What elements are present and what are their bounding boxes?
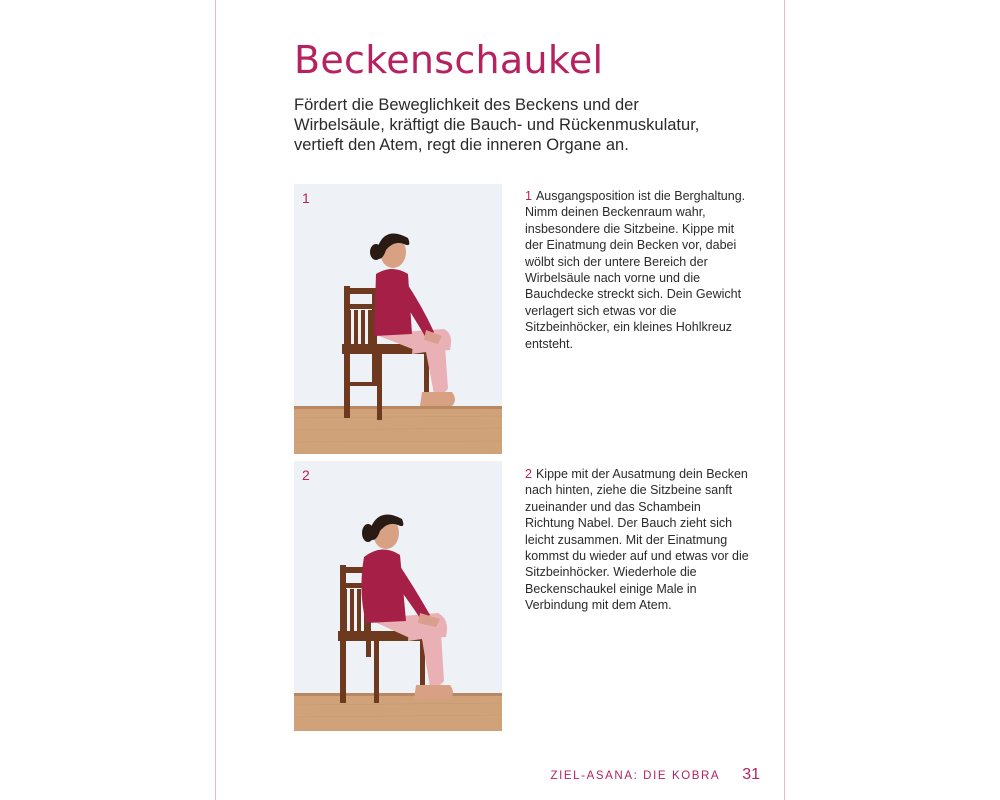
- step-1-number: 1: [525, 189, 532, 203]
- page-footer: [550, 766, 760, 784]
- book-page: [215, 0, 785, 800]
- seated-woman-upright-illustration: [294, 184, 502, 454]
- step-2-description: Kippe mit der Ausatmung dein Becken nach hinten, ziehe die Sitzbeine sanft zueinander und das Schambein Richtung Nabel. Der Bauch zieht sich leicht zusammen. Mit der Einatmung kommst du wieder auf und etwas vor die Sitzbeinhöcker. Wiederhole die Beckenschaukel einige Male in Verbindung mit dem Atem.: [525, 467, 749, 613]
- step-1-text: [525, 188, 750, 352]
- intro-paragraph: Fördert die Beweglichkeit des Beckens und der Wirbelsäule, kräftigt die Bauch- und Rückenmuskulatur, vertieft den Atem, regt die inneren Organe an.: [294, 96, 700, 154]
- page-number: 31: [742, 766, 760, 783]
- step-2-photo: [294, 461, 502, 731]
- step-1-photo-number: 1: [302, 190, 310, 206]
- seated-woman-tilted-illustration: [294, 461, 502, 731]
- step-2-number: 2: [525, 467, 532, 481]
- running-title: ZIEL-ASANA: DIE KOBRA: [550, 770, 721, 782]
- step-2-text: [525, 466, 750, 614]
- step-1-description: Ausgangsposition ist die Berghaltung. Nimm deinen Beckenraum wahr, insbesondere die Sitzbeine. Kippe mit der Einatmung dein Becken vor, dabei wölbt sich der untere Bereich der Wirbelsäule nach vorne und die Bauchdecke streckt sich. Dein Gewicht verlagert sich etwas vor die Sitzbeinhöcker, ein kleines Hohlkreuz entsteht.: [525, 189, 746, 351]
- step-2-photo-number: 2: [302, 467, 310, 483]
- page-title: Beckenschaukel: [294, 38, 604, 82]
- step-1-photo: [294, 184, 502, 454]
